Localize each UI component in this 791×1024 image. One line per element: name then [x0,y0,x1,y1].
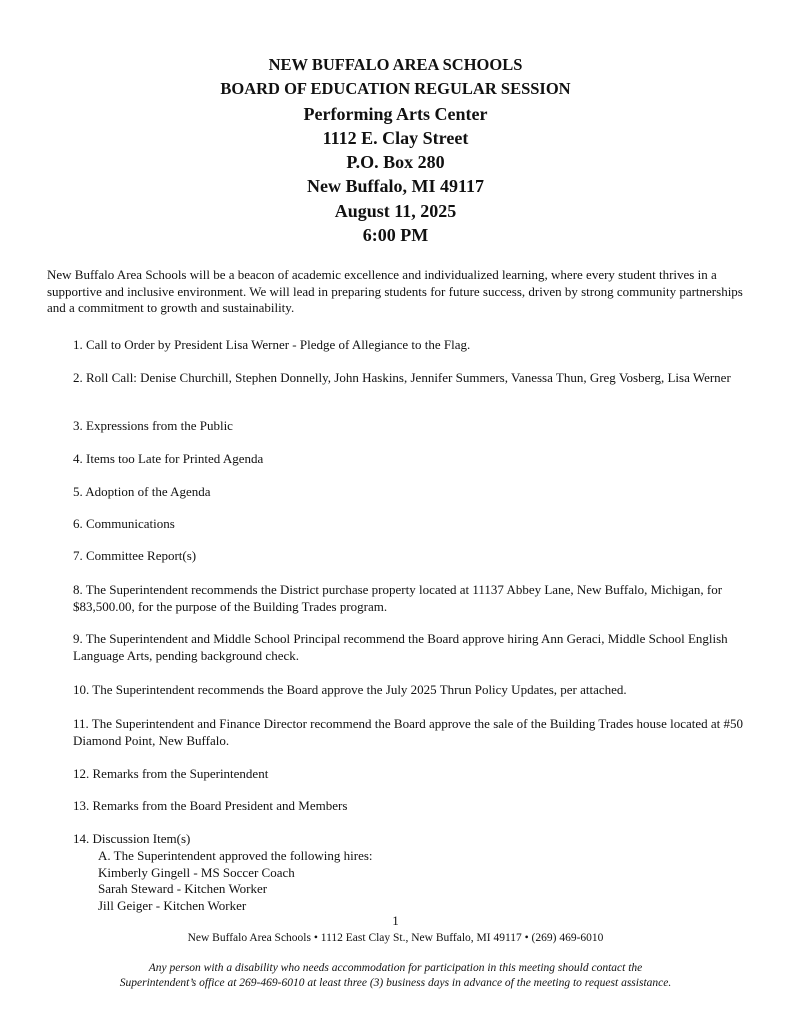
discussion-intro: A. The Superintendent approved the following hires: [98,848,373,863]
agenda-header [0,53,791,247]
notice-line-1: Any person with a disability who needs accommodation for participation in this meeting should contact the [148,962,643,974]
agenda-item-13: 13. Remarks from the Board President and Members [73,798,348,813]
agenda-item-6: 6. Communications [73,516,175,531]
hire-entry: Kimberly Gingell - MS Soccer Coach [98,864,295,880]
mission-statement: New Buffalo Area Schools will be a beacon of academic excellence and individualized learning, where every student thrives in a supportive and inclusive environment. We will lead in preparing students for future success, driven by strong community partnerships and a commitment to growth and sustainability. [47,267,743,315]
agenda-item-12: 12. Remarks from the Superintendent [73,766,269,781]
meeting-po-box: P.O. Box 280 [346,152,445,173]
meeting-street: 1112 E. Clay Street [322,127,469,148]
hire-entry: Jill Geiger - Kitchen Worker [98,897,247,913]
page-number: 1 [392,913,399,928]
discussion-hires [98,848,373,914]
footer-contact: New Buffalo Area Schools • 1112 East Clay St., New Buffalo, MI 49117 • (269) 469-6010 [187,932,604,944]
accessibility-notice [0,961,791,991]
agenda-item-10: 10. The Superintendent recommends the Board approve the July 2025 Thrun Policy Updates, per attached. [73,682,627,697]
agenda-item-9: 9. The Superintendent and Middle School Principal recommend the Board approve hiring Ann Geraci, Middle School English Language Arts, pending background check. [73,631,728,663]
meeting-time: 6:00 PM [362,225,429,246]
agenda-item-5: 5. Adoption of the Agenda [73,484,211,499]
meeting-date: August 11, 2025 [334,200,457,221]
notice-line-2: Superintendent’s office at 269-469-6010 at least three (3) business days in advance of the meeting to request assistance. [119,977,672,989]
agenda-item-2: 2. Roll Call: Denise Churchill, Stephen Donnelly, John Haskins, Jennifer Summers, Vanessa Thun, Greg Vosberg, Lisa Werner [73,370,731,385]
agenda-item-14: 14. Discussion Item(s) [73,831,191,846]
meeting-location: Performing Arts Center [303,103,488,124]
agenda-item-11: 11. The Superintendent and Finance Director recommend the Board approve the sale of the Building Trades house located at #50 Diamond Point, New Buffalo. [73,716,744,748]
hire-entry: Sarah Steward - Kitchen Worker [98,881,268,896]
agenda-item-1: 1. Call to Order by President Lisa Werner - Pledge of Allegiance to the Flag. [73,337,471,352]
meeting-city: New Buffalo, MI 49117 [307,176,484,197]
agenda-item-7: 7. Committee Report(s) [73,548,197,563]
district-name: NEW BUFFALO AREA SCHOOLS [268,55,523,74]
agenda-item-8: 8. The Superintendent recommends the District purchase property located at 11137 Abbey Lane, New Buffalo, Michigan, for $83,500.00, for the purpose of the Building Trades program. [73,582,723,614]
agenda-item-3: 3. Expressions from the Public [73,418,233,433]
agenda-item-4: 4. Items too Late for Printed Agenda [73,451,264,466]
meeting-title: BOARD OF EDUCATION REGULAR SESSION [220,79,571,99]
